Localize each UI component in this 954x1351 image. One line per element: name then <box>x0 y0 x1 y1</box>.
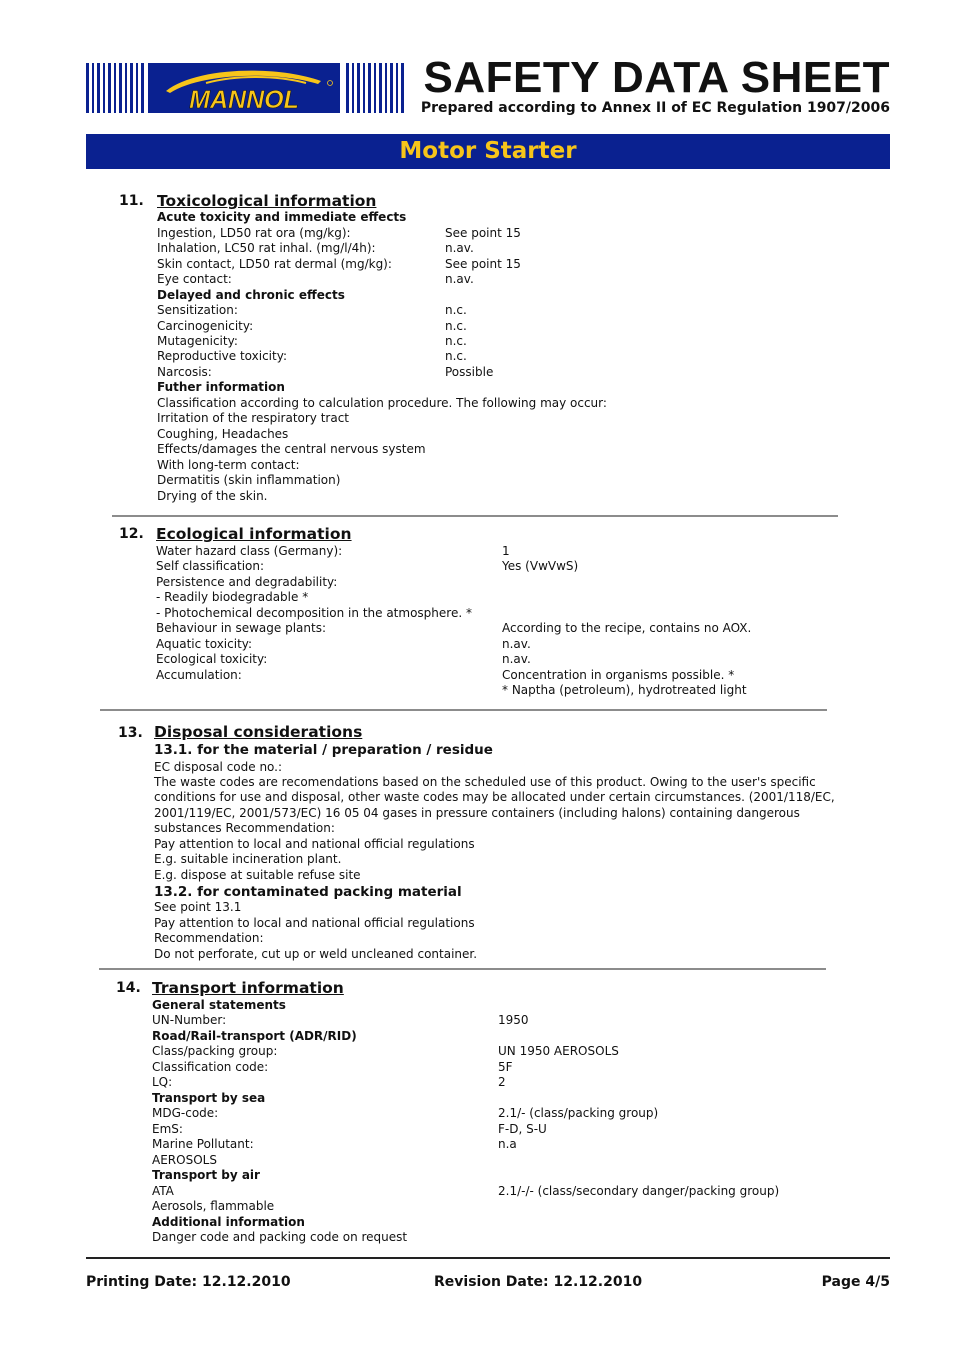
section-12-title: Ecological information <box>156 525 352 543</box>
footer-divider <box>86 1257 890 1259</box>
chronic-label: Reproductive toxicity: <box>157 349 287 363</box>
transport-label: Classification code: <box>152 1060 269 1074</box>
section-divider <box>99 968 826 970</box>
transport-label: UN-Number: <box>152 1013 227 1027</box>
section-13-number: 13. <box>118 725 143 741</box>
transport-label: LQ: <box>152 1075 173 1089</box>
chronic-value: n.c. <box>445 303 467 317</box>
transport-value: UN 1950 AEROSOLS <box>498 1044 619 1058</box>
ecology-value: n.av. <box>502 637 531 651</box>
transport-value: 1950 <box>498 1013 529 1027</box>
disposal-line: substances Recommendation: <box>154 821 335 835</box>
ecology-value: Concentration in organisms possible. * <box>502 668 735 682</box>
further-line: Drying of the skin. <box>157 489 268 503</box>
acute-label: Skin contact, LD50 rat dermal (mg/kg): <box>157 257 392 271</box>
further-line: Effects/damages the central nervous system <box>157 442 426 456</box>
packing-line: See point 13.1 <box>154 900 242 914</box>
revision-date: Revision Date: 12.12.2010 <box>434 1274 643 1290</box>
subsection-13-2: 13.2. for contaminated packing material <box>154 884 462 900</box>
ecology-value: According to the recipe, contains no AOX. <box>502 621 752 635</box>
transport-label: EmS: <box>152 1122 183 1136</box>
chronic-value: n.c. <box>445 334 467 348</box>
chronic-label: Sensitization: <box>157 303 238 317</box>
packing-line: Recommendation: <box>154 931 264 945</box>
chronic-effects-heading: Delayed and chronic effects <box>157 288 345 302</box>
transport-value: 2.1/-/- (class/secondary danger/packing group) <box>498 1184 780 1198</box>
transport-label: MDG-code: <box>152 1106 219 1120</box>
transport-label: Aerosols, flammable <box>152 1199 275 1213</box>
disposal-line: EC disposal code no.: <box>154 760 283 774</box>
section-13-title: Disposal considerations <box>154 723 363 741</box>
further-line: With long-term contact: <box>157 458 300 472</box>
further-information-heading: Futher information <box>157 380 285 394</box>
disposal-line: The waste codes are recomendations based on the scheduled use of this product. Owing to the user's specific <box>154 775 816 789</box>
section-divider <box>100 709 827 711</box>
ecology-label: Persistence and degradability: <box>156 575 338 589</box>
transport-heading: Transport by sea <box>152 1091 266 1105</box>
acute-value: See point 15 <box>445 226 521 240</box>
ecology-label: Behaviour in sewage plants: <box>156 621 326 635</box>
mannol-logo <box>86 61 406 115</box>
ecology-label: Accumulation: <box>156 668 242 682</box>
section-divider <box>112 515 838 517</box>
transport-label: ATA <box>152 1184 174 1198</box>
transport-value: n.a <box>498 1137 517 1151</box>
chronic-value: n.c. <box>445 319 467 333</box>
ecology-value: Yes (VwVwS) <box>502 559 579 573</box>
transport-label: Marine Pollutant: <box>152 1137 254 1151</box>
transport-value: 5F <box>498 1060 513 1074</box>
disposal-line: conditions for use and disposal, other waste codes may be allocated under certain circumstances. (2001/118/EC, <box>154 790 835 804</box>
chronic-label: Narcosis: <box>157 365 212 379</box>
ecology-label: Water hazard class (Germany): <box>156 544 343 558</box>
chronic-value: n.c. <box>445 349 467 363</box>
ecology-label: - Photochemical decomposition in the atmosphere. * <box>156 606 472 620</box>
disposal-line: E.g. dispose at suitable refuse site <box>154 868 361 882</box>
transport-heading: Transport by air <box>152 1168 260 1182</box>
further-line: Irritation of the respiratory tract <box>157 411 350 425</box>
product-name-banner: Motor Starter <box>86 134 890 169</box>
subsection-13-1: 13.1. for the material / preparation / residue <box>154 742 493 758</box>
ecology-label: Ecological toxicity: <box>156 652 268 666</box>
chronic-label: Carcinogenicity: <box>157 319 254 333</box>
acute-value: n.av. <box>445 241 474 255</box>
ecology-label: Aquatic toxicity: <box>156 637 253 651</box>
chronic-value: Possible <box>445 365 494 379</box>
section-14-title: Transport information <box>152 979 344 997</box>
acute-label: Ingestion, LD50 rat ora (mg/kg): <box>157 226 351 240</box>
document-subtitle: Prepared according to Annex II of EC Regulation 1907/2006 <box>420 100 890 116</box>
further-line: Classification according to calculation procedure. The following may occur: <box>157 396 607 410</box>
transport-label: Class/packing group: <box>152 1044 278 1058</box>
ecology-footnote: * Naptha (petroleum), hydrotreated light <box>502 683 747 697</box>
ecology-label: Self classification: <box>156 559 265 573</box>
transport-label: Danger code and packing code on request <box>152 1230 408 1244</box>
transport-label: AEROSOLS <box>152 1153 217 1167</box>
packing-line: Pay attention to local and national official regulations <box>154 916 475 930</box>
further-line: Coughing, Headaches <box>157 427 289 441</box>
ecology-value: 1 <box>502 544 510 558</box>
acute-value: See point 15 <box>445 257 521 271</box>
section-11-number: 11. <box>119 193 144 209</box>
ecology-label: - Readily biodegradable * <box>156 590 309 604</box>
printing-date: Printing Date: 12.12.2010 <box>86 1274 291 1290</box>
logo-text: MANNOL <box>189 86 299 114</box>
transport-heading: General statements <box>152 998 286 1012</box>
further-line: Dermatitis (skin inflammation) <box>157 473 341 487</box>
chronic-label: Mutagenicity: <box>157 334 238 348</box>
acute-value: n.av. <box>445 272 474 286</box>
transport-value: 2.1/- (class/packing group) <box>498 1106 659 1120</box>
ecology-value: n.av. <box>502 652 531 666</box>
transport-heading: Additional information <box>152 1215 305 1229</box>
section-14-number: 14. <box>116 980 141 996</box>
disposal-line: 2001/119/EC, 2001/573/EC) 16 05 04 gases in pressure containers (including halons) containing dangerous <box>154 806 800 820</box>
document-title: SAFETY DATA SHEET <box>423 53 890 102</box>
disposal-line: Pay attention to local and national official regulations <box>154 837 475 851</box>
disposal-line: E.g. suitable incineration plant. <box>154 852 342 866</box>
acute-label: Eye contact: <box>157 272 232 286</box>
section-11-title: Toxicological information <box>157 192 377 210</box>
section-12-number: 12. <box>119 526 144 542</box>
transport-value: 2 <box>498 1075 506 1089</box>
acute-label: Inhalation, LC50 rat inhal. (mg/l/4h): <box>157 241 376 255</box>
packing-line: Do not perforate, cut up or weld uncleaned container. <box>154 947 478 961</box>
page-number: Page 4/5 <box>821 1274 890 1290</box>
transport-heading: Road/Rail-transport (ADR/RID) <box>152 1029 357 1043</box>
transport-value: F-D, S-U <box>498 1122 547 1136</box>
acute-toxicity-heading: Acute toxicity and immediate effects <box>157 210 407 224</box>
